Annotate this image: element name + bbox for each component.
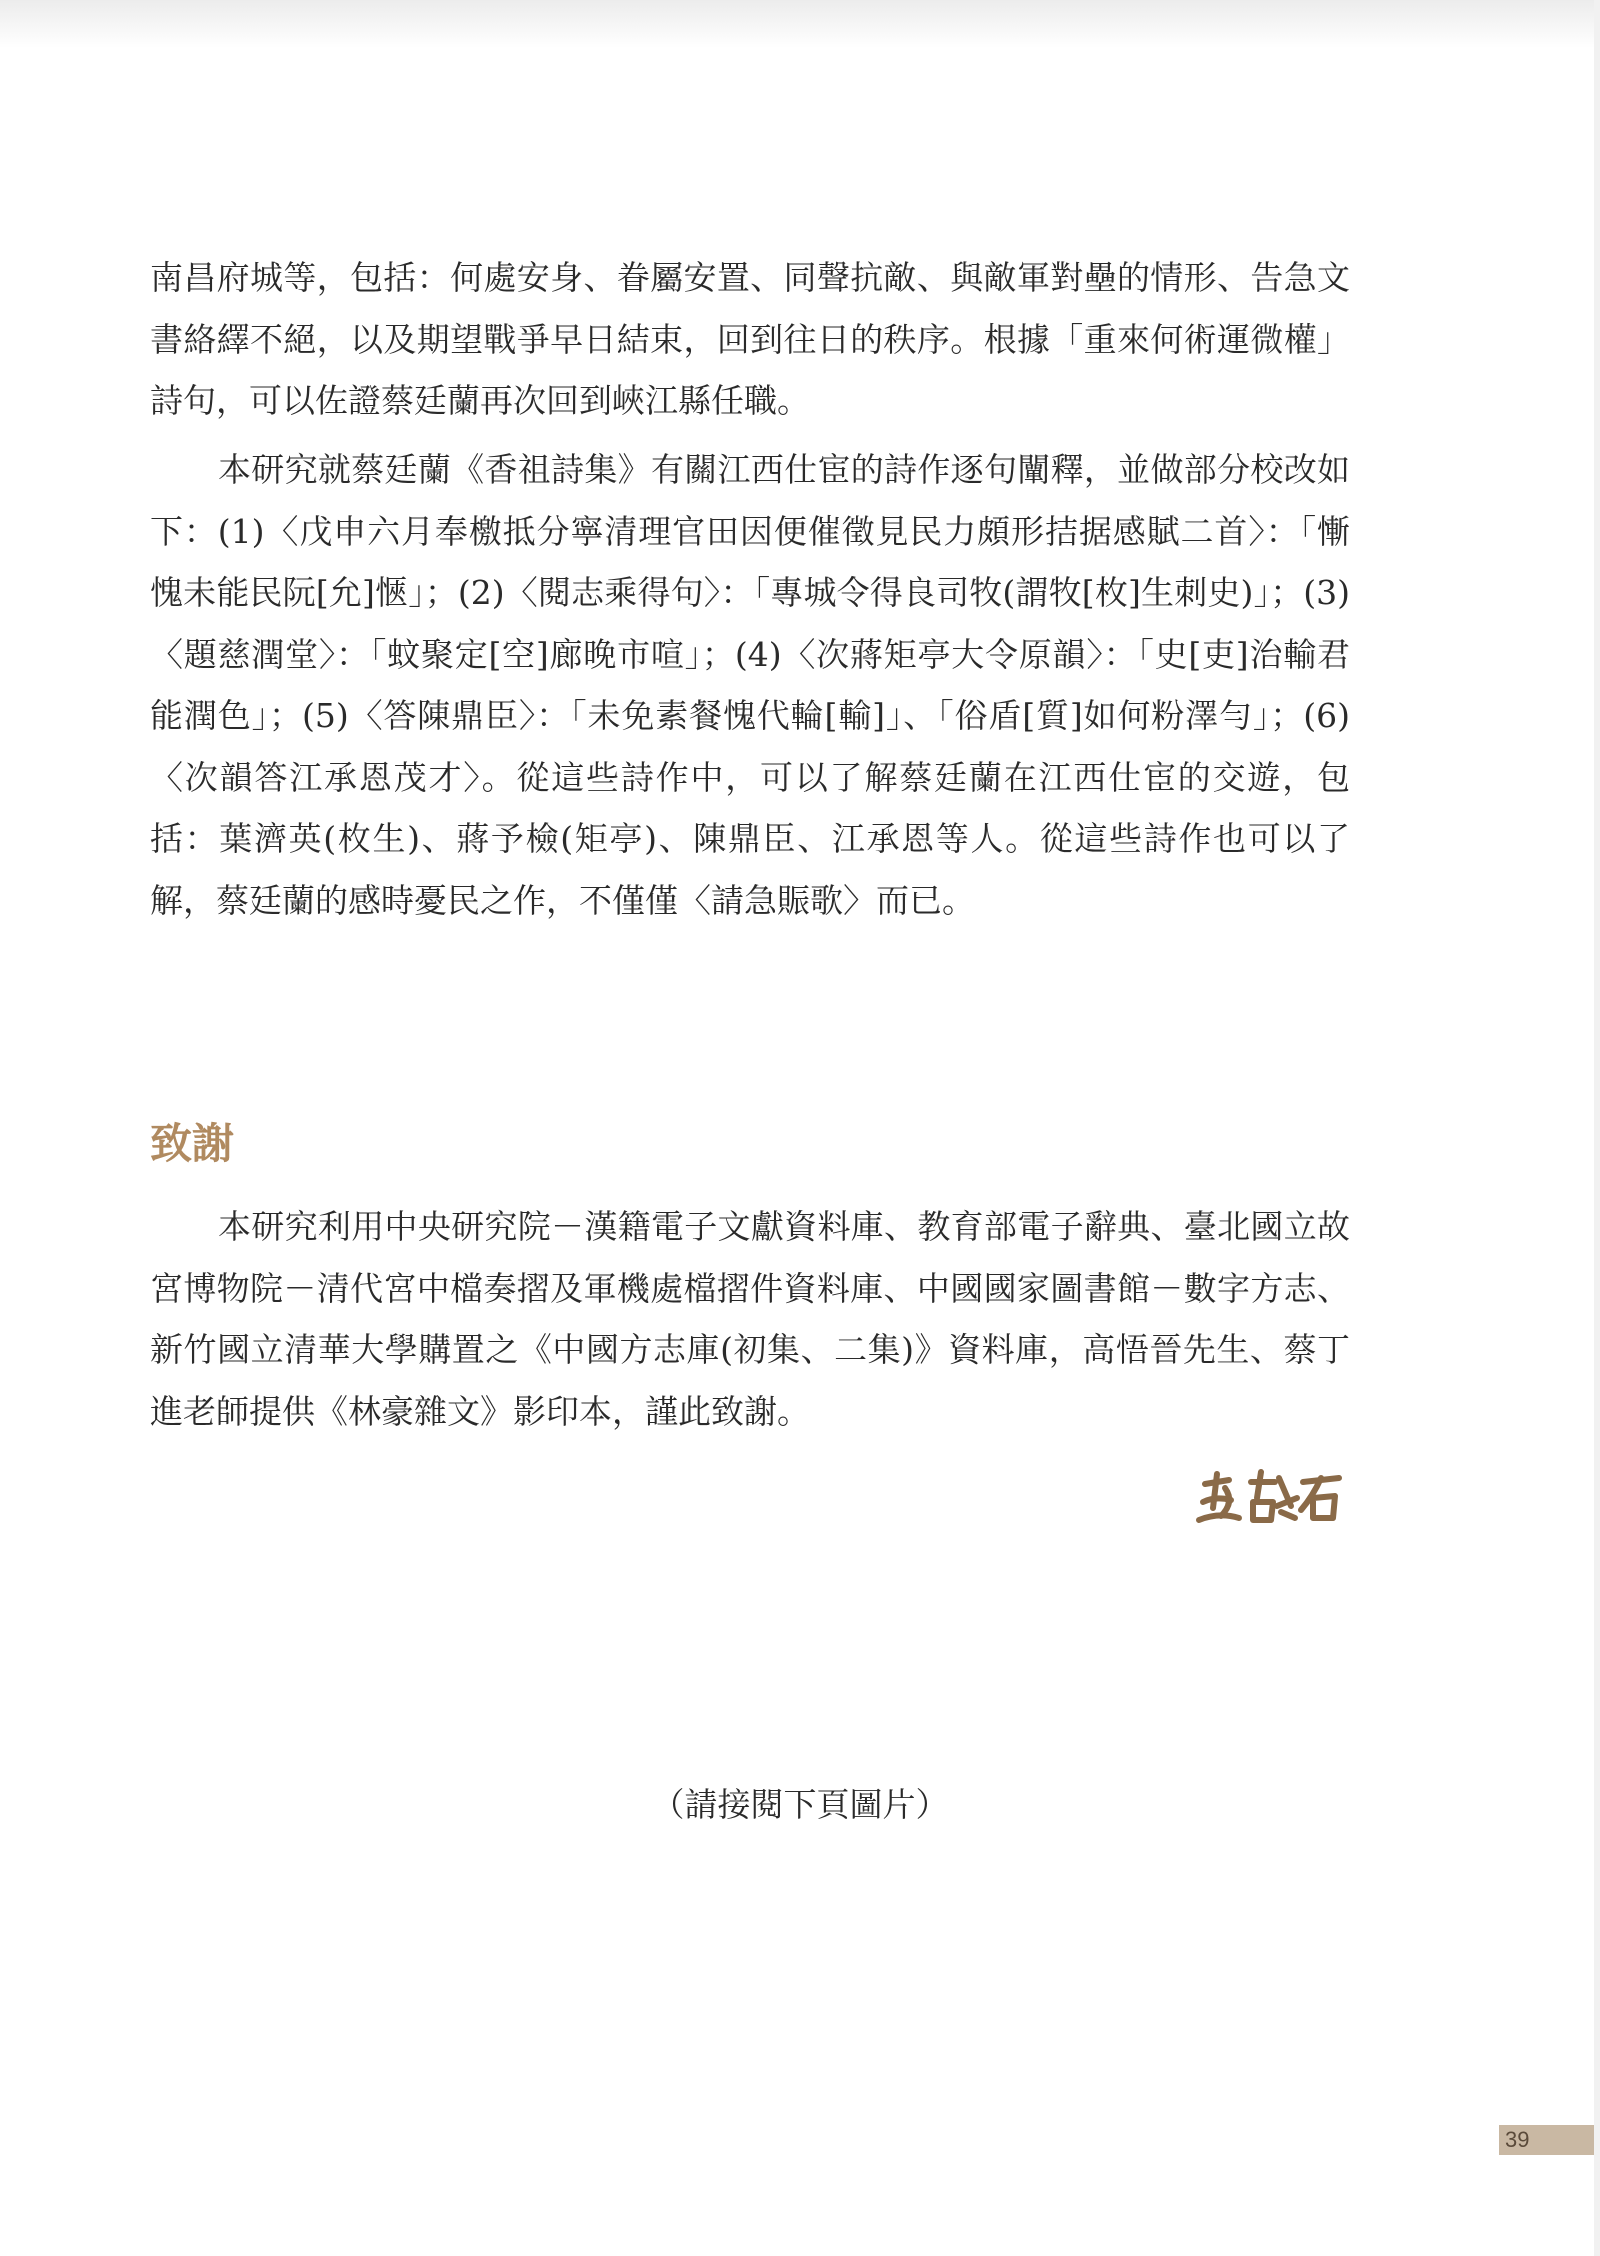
acknowledgement-heading: 致謝 (150, 1119, 235, 1168)
paragraph-acknowledgement: 本研究利用中央研究院－漢籍電子文獻資料庫、教育部電子辭典、臺北國立故宮博物院－清代宮中檔奏摺及軍機處檔摺件資料庫、中國國家圖書館－數字方志、新竹國立清華大學購置之《中國方志庫(初集、二集)》資料庫，高悟晉先生、蔡丁進老師提供《林豪雜文》影印本，謹此致謝。 (150, 1207, 1350, 1431)
paragraph-summary: 本研究就蔡廷蘭《香祖詩集》有關江西仕宦的詩作逐句闡釋，並做部分校改如下：(1)〈戊申六月奉檄抵分寧清理官田因便催徵見民力頗形拮据感賦二首〉：「慚愧未能民阮[允]愜」；(2)〈閱志乘得句〉：「專城令得良司牧(謂牧[枚]生刺史)」；(3)〈題慈潤堂〉：「蚊聚定[空]廊晚市喧」；(4)〈次蔣矩亭大令原韻〉：「史[吏]治輸君能潤色」；(5)〈答陳鼎臣〉：「未免素餐愧代輪[輸]」、「俗盾[質]如何粉澤勻」；(6)〈次韻答江承恩茂才〉。從這些詩作中，可以了解蔡廷蘭在江西仕宦的交遊，包括：葉濟英(枚生)、蔣予檢(矩亭)、陳鼎臣、江承恩等人。從這些詩作也可以了解，蔡廷蘭的感時憂民之作，不僅僅〈請急賑歌〉而已。 (150, 450, 1350, 920)
page-number: 39 (1499, 2125, 1594, 2155)
page-right-edge (1594, 0, 1600, 2256)
page-top-shade (0, 0, 1600, 48)
author-signature (1195, 1462, 1345, 1532)
continue-note: （請接閱下頁圖片） (651, 1785, 949, 1824)
paragraph-continuation: 南昌府城等，包括：何處安身、眷屬安置、同聲抗敵、與敵軍對壘的情形、告急文書絡繹不絕，以及期望戰爭早日結束，回到往日的秩序。根據「重來何術運微權」詩句，可以佐證蔡廷蘭再次回到峽江縣任職。 (150, 258, 1350, 420)
